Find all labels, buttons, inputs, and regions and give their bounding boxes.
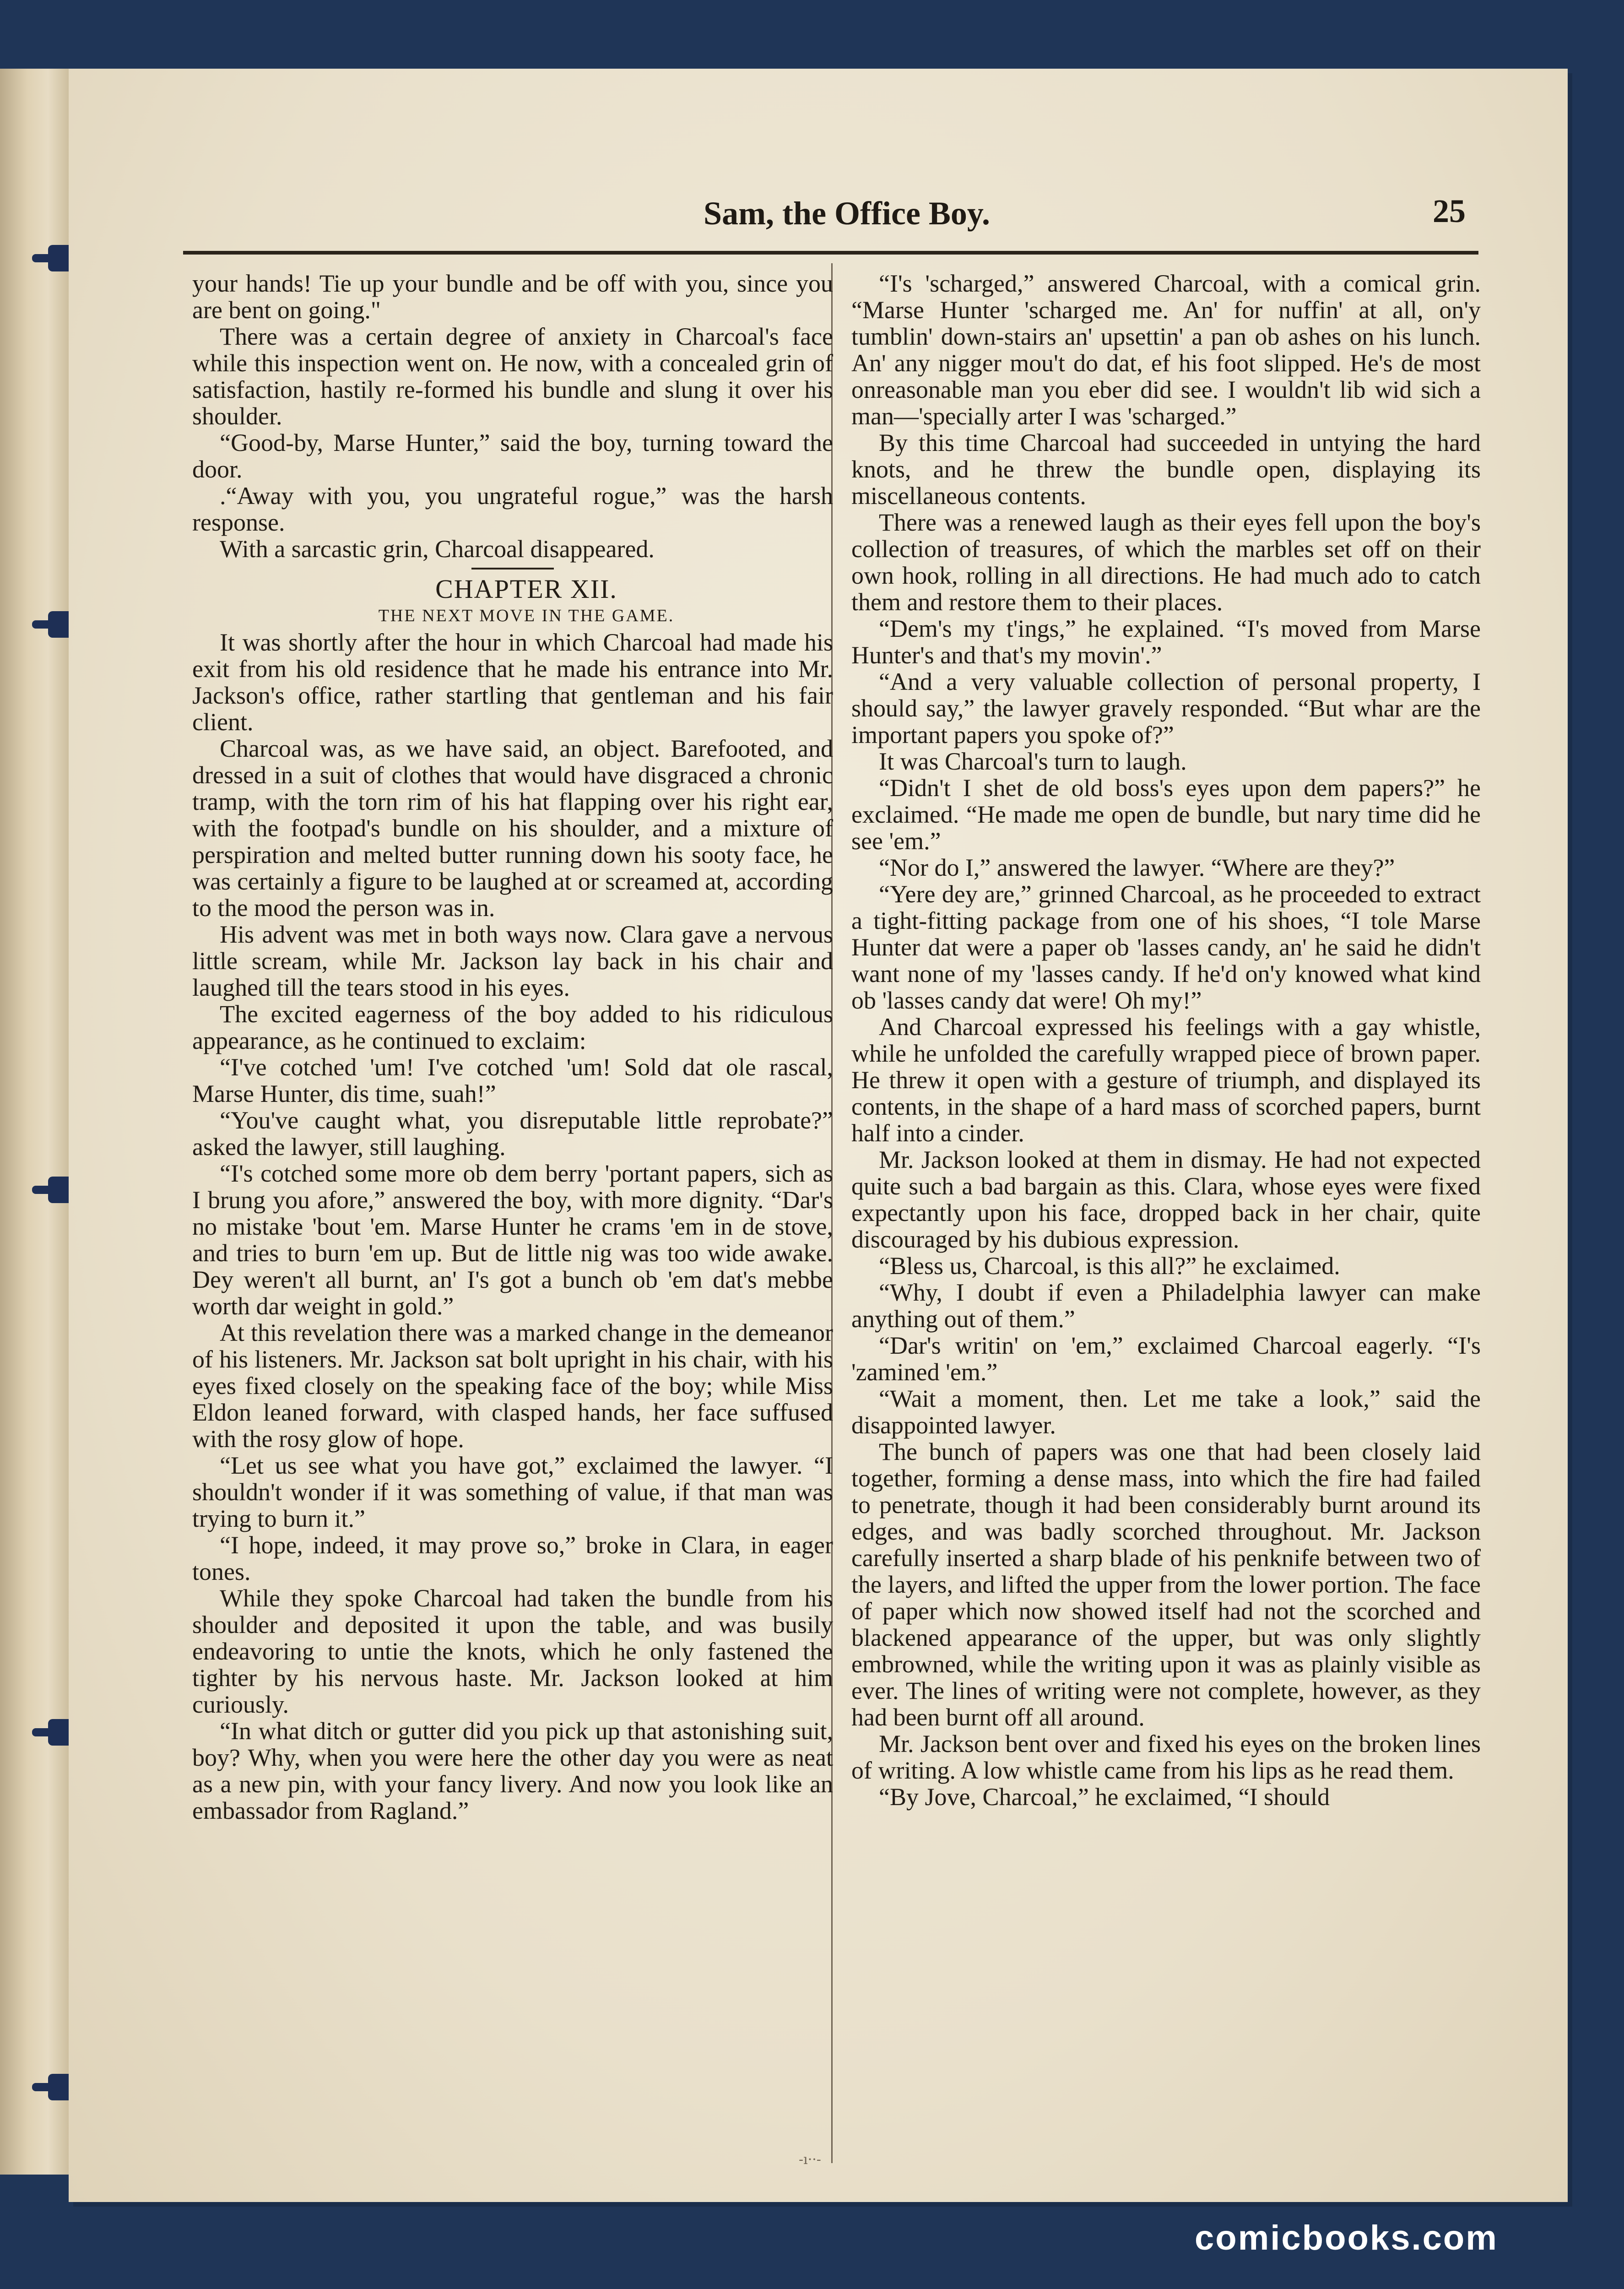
paragraph: “Dem's my t'ings,” he explained. “I's moved from Marse Hunter's and that's my movin'.” [851,615,1481,669]
paragraph: The excited eagerness of the boy added to his ridiculous appearance, as he continued to exclaim: [192,1000,833,1054]
paragraph: “I've cotched 'um! I've cotched 'um! Sold dat ole rascal, Marse Hunter, dis time, suah!” [192,1053,833,1107]
paragraph: “Yere dey are,” grinned Charcoal, as he proceeded to extract a tight-fitting package from one of his shoes, “I tole Marse Hunter dat were a paper ob 'lasses candy, an' he said he didn't want none of my 'lasses candy. If he'd on'y knowed what kind ob 'lasses candy dat were! Oh my!” [851,880,1481,1014]
paragraph: your hands! Tie up your bundle and be off with you, since you are bent on going." [192,270,833,324]
paragraph: “Good-by, Marse Hunter,” said the boy, turning toward the door. [192,429,833,483]
paragraph: Mr. Jackson bent over and fixed his eyes on the broken lines of writing. A low whistle came from his lips as he read them. [851,1730,1481,1784]
paragraph: And Charcoal expressed his feelings with a gay whistle, while he unfolded the carefully wrapped piece of brown paper. He threw it open with a gesture of triumph, and displayed its contents, in the shape of a hard mass of scorched papers, burnt half into a cinder. [851,1013,1481,1147]
paragraph: Charcoal was, as we have said, an object. Barefooted, and dressed in a suit of clothes that would have disgraced a chronic tramp, with the torn rim of his hat flapping over his right ear, with the footpad's bundle on his shoulder, and a mixture of perspiration and melted butter running down his sooty face, he was certainly a figure to be laughed at or screamed at, according to the mood the person was in. [192,735,833,922]
paragraph: At this revelation there was a marked change in the demeanor of his listeners. Mr. Jackson sat bolt upright in his chair, with his eyes fixed closely on the speaking face of the boy; while Miss Eldon leaned forward, with clasped hands, her face suffused with the rosy glow of hope. [192,1319,833,1453]
paragraph: It was shortly after the hour in which Charcoal had made his exit from his old residence that he made his entrance into Mr. Jackson's office, rather startling that gentleman and his fair client. [192,629,833,736]
paragraph: With a sarcastic grin, Charcoal disappeared. [220,535,655,563]
paragraph: By this time Charcoal had succeeded in untying the hard knots, and he threw the bundle open, displaying its miscellaneous contents. [851,429,1481,510]
paragraph: “Nor do I,” answered the lawyer. “Where are they?” [879,854,1395,881]
chapter-divider-rule [471,568,554,570]
paragraph: “Bless us, Charcoal, is this all?” he exclaimed. [879,1252,1340,1280]
paragraph: There was a certain degree of anxiety in Charcoal's face while this inspection went on. He now, with a concealed grin of satisfaction, hastily re-formed his bundle and slung it over his shoulder. [192,323,833,430]
paragraph: It was Charcoal's turn to laugh. [879,748,1187,775]
watermark: comicbooks.com [1195,2218,1498,2257]
paragraph: “Dar's writin' on 'em,” exclaimed Charcoal eagerly. “I's 'zamined 'em.” [851,1332,1481,1386]
paragraph: While they spoke Charcoal had taken the bundle from his shoulder and deposited it upon the table, and was busily endeavoring to untie the knots, which he only fastened the tighter by his nervous haste. Mr. Jackson looked at him curiously. [192,1584,833,1718]
paragraph: There was a renewed laugh as their eyes fell upon the boy's collection of treasures, of which the marbles set off on their own hook, rolling in all directions. He had much ado to catch them and restore them to their places. [851,509,1481,616]
header-rule [183,251,1478,255]
left-column [192,270,833,1824]
left-intro-paragraphs [192,270,833,562]
chapter-title: CHAPTER XII. [435,574,617,604]
running-header-title: Sam, the Office Boy. [704,195,990,232]
paragraph: “You've caught what, you disreputable little reprobate?” asked the lawyer, still laughing. [192,1107,833,1161]
book-spine [0,69,70,2175]
paragraph: “Why, I doubt if even a Philadelphia lawyer can make anything out of them.” [851,1279,1481,1333]
paragraph: Mr. Jackson looked at them in dismay. He had not expected quite such a bad bargain as this. Clara, whose eyes were fixed expectantly upon his face, dropped back in her chair, quite discouraged by his dubious expression. [851,1146,1481,1253]
footer-ornament: -ı··- [799,2152,821,2168]
right-column [851,270,1481,1810]
paragraph: “Let us see what you have got,” exclaimed the lawyer. “I shouldn't wonder if it was something of value, if that man was trying to burn it.” [192,1452,833,1532]
paragraph: His advent was met in both ways now. Clara gave a nervous little scream, while Mr. Jackson lay back in his chair and laughed till the tears stood in his eyes. [192,921,833,1001]
paragraph: “Wait a moment, then. Let me take a look,” said the disappointed lawyer. [851,1385,1481,1439]
chapter-subtitle: THE NEXT MOVE IN THE GAME. [378,606,675,625]
page-number: 25 [1433,193,1466,229]
paragraph: The bunch of papers was one that had been closely laid together, forming a dense mass, into which the fire had failed to penetrate, though it had been considerably burnt around its edges, and was badly scorched throughout. Mr. Jackson carefully inserted a sharp blade of his penknife between two of the layers, and lifted the upper from the lower portion. The face of paper which now showed itself had not the scorched and blackened appearance of the upper, but was only slightly embrowned, while the writing upon it was as plainly visible as ever. The lines of writing were not complete, however, as they had been burnt off all around. [851,1438,1481,1731]
paragraph: “By Jove, Charcoal,” he exclaimed, “I should [879,1783,1330,1811]
paragraph: “And a very valuable collection of personal property, I should say,” the lawyer gravely responded. “But whar are the important papers you spoke of?” [851,668,1481,749]
paragraph: “Didn't I shet de old boss's eyes upon dem papers?” he exclaimed. “He made me open de bundle, but nary time did he see 'em.” [851,774,1481,855]
chapter-body [192,629,833,1824]
paragraph: “In what ditch or gutter did you pick up that astonishing suit, boy? Why, when you were here the other day you were as neat as a new pin, with your fancy livery. And now you look like an embassador from Ragland.” [192,1717,833,1824]
paragraph: “I's 'scharged,” answered Charcoal, with a comical grin. “Marse Hunter 'scharged me. An' for nuffin' at all, on'y tumblin' down-stairs an' upsettin' a pan ob ashes on his lunch. An' any nigger mou't do dat, ef his foot slipped. He's de most onreasonable man you eber did see. I wouldn't lib wid sich a man—'specially arter I was 'scharged.” [851,270,1481,430]
paragraph: “I's cotched some more ob dem berry 'portant papers, sich as I brung you afore,” answered the boy, with more dignity. “Dar's no mistake 'bout 'em. Marse Hunter he crams 'em in de stove, and tries to burn 'em up. But de little nig was too wide awake. Dey weren't all burnt, an' I's got a bunch ob 'em dat's mebbe worth dar weight in gold.” [192,1160,833,1320]
paragraph: .“Away with you, you ungrateful rogue,” was the harsh response. [192,482,833,536]
paragraph: “I hope, indeed, it may prove so,” broke in Clara, in eager tones. [192,1531,833,1585]
right-column-paragraphs [851,270,1481,1810]
